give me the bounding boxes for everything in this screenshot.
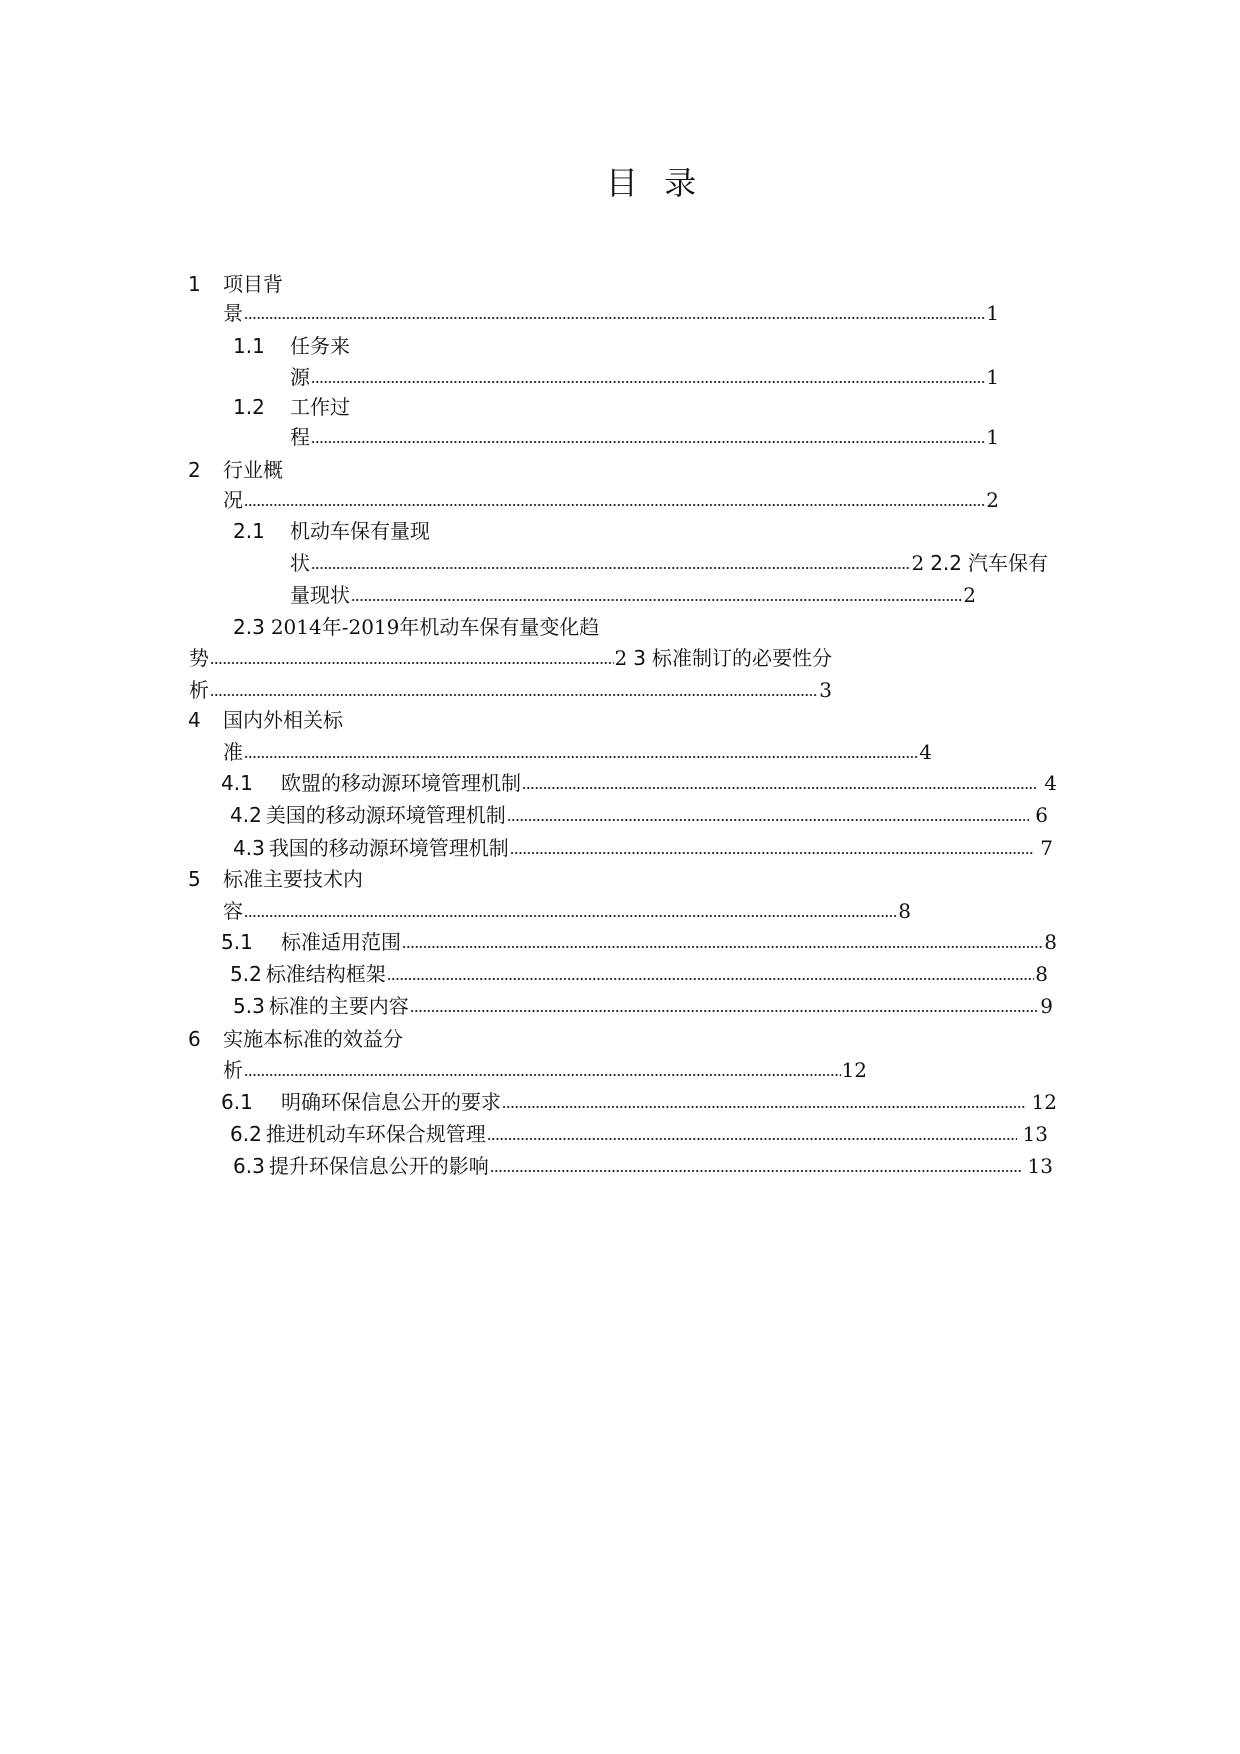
toc-title: 标准制订的必要性分 bbox=[652, 646, 832, 670]
toc-number: 2.1 bbox=[233, 519, 265, 543]
toc-entry-6[interactable] bbox=[188, 1026, 403, 1052]
toc-entry-5[interactable] bbox=[188, 866, 363, 892]
toc-page: 2 bbox=[963, 583, 976, 607]
toc-title: 容 bbox=[223, 899, 243, 923]
toc-page: 12 bbox=[1031, 1090, 1057, 1114]
toc-number: 6.3 bbox=[233, 1154, 265, 1178]
toc-title: 量现状 bbox=[290, 583, 350, 607]
toc-page: 8 bbox=[1035, 962, 1048, 986]
toc-page: 6 bbox=[1035, 803, 1048, 827]
toc-entry-3-cont[interactable] bbox=[189, 677, 832, 703]
toc-number: 2.3 bbox=[233, 615, 265, 639]
toc-entry-2-1[interactable] bbox=[233, 518, 430, 544]
dot-leader bbox=[244, 754, 918, 760]
toc-number: 3 bbox=[633, 646, 646, 670]
toc-number: 1 bbox=[188, 272, 201, 296]
toc-number: 5 bbox=[188, 867, 201, 891]
toc-title: 实施本标准的效益分 bbox=[223, 1027, 403, 1051]
toc-entry-2-2-cont[interactable] bbox=[290, 582, 976, 608]
toc-title: 状 bbox=[290, 551, 310, 575]
toc-page: 13 bbox=[1027, 1154, 1053, 1178]
toc-title: 标准结构框架 bbox=[265, 962, 386, 986]
toc-number: 4.2 bbox=[230, 803, 262, 827]
toc-title: 析 bbox=[189, 678, 209, 702]
toc-title: 我国的移动源环境管理机制 bbox=[268, 836, 509, 860]
toc-entry-1-1[interactable] bbox=[233, 333, 350, 359]
dot-leader bbox=[311, 439, 985, 445]
toc-number: 5.2 bbox=[230, 962, 262, 986]
toc-number: 2.2 bbox=[930, 551, 962, 575]
toc-entry-5-2[interactable] bbox=[230, 961, 1048, 987]
toc-entry-1[interactable] bbox=[188, 271, 283, 297]
toc-title: 项目背 bbox=[223, 272, 283, 296]
toc-number: 1.2 bbox=[233, 395, 265, 419]
dot-leader bbox=[244, 913, 897, 919]
page-title: 目 录 bbox=[605, 164, 705, 202]
toc-title: 况 bbox=[223, 488, 243, 512]
toc-title: 推进机动车环保合规管理 bbox=[265, 1122, 486, 1146]
toc-title: 工作过 bbox=[290, 395, 350, 419]
toc-page: 9 bbox=[1040, 994, 1053, 1018]
dot-leader bbox=[507, 817, 1029, 823]
toc-title: 2014年-2019年机动车保有量变化趋 bbox=[270, 615, 600, 639]
toc-entry-6-1[interactable] bbox=[221, 1089, 1057, 1115]
toc-page: 2 bbox=[986, 488, 999, 512]
toc-entry-2-cont[interactable] bbox=[223, 487, 999, 513]
toc-entry-2-3[interactable] bbox=[233, 614, 599, 640]
dot-leader bbox=[487, 1136, 1017, 1142]
toc-number: 4 bbox=[188, 708, 201, 732]
dot-leader bbox=[311, 565, 910, 571]
toc-title: 程 bbox=[290, 425, 310, 449]
toc-title: 汽车保有 bbox=[968, 551, 1048, 575]
toc-page: 7 bbox=[1040, 836, 1053, 860]
toc-number: 1.1 bbox=[233, 334, 265, 358]
toc-number: 5.1 bbox=[221, 930, 253, 954]
toc-number: 6 bbox=[188, 1027, 201, 1051]
toc-entry-4-3[interactable] bbox=[233, 835, 1053, 861]
toc-entry-6-cont[interactable] bbox=[223, 1057, 867, 1083]
toc-page: 13 bbox=[1022, 1122, 1048, 1146]
toc-number: 4.3 bbox=[233, 836, 265, 860]
toc-entry-6-3[interactable] bbox=[233, 1153, 1053, 1179]
toc-entry-1-2[interactable] bbox=[233, 394, 350, 420]
toc-page: 2 bbox=[911, 551, 925, 575]
toc-entry-4-cont[interactable] bbox=[223, 739, 932, 765]
dot-leader bbox=[387, 976, 1034, 982]
dot-leader bbox=[244, 315, 985, 321]
toc-title: 欧盟的移动源环境管理机制 bbox=[281, 771, 521, 795]
dot-leader bbox=[244, 1072, 841, 1078]
toc-page: 4 bbox=[919, 740, 932, 764]
toc-number: 5.3 bbox=[233, 994, 265, 1018]
dot-leader bbox=[490, 1168, 1022, 1174]
dot-leader bbox=[402, 944, 1043, 950]
dot-leader bbox=[410, 1008, 1039, 1014]
dot-leader bbox=[502, 1104, 1026, 1110]
toc-number: 6.2 bbox=[230, 1122, 262, 1146]
toc-title: 机动车保有量现 bbox=[290, 519, 430, 543]
toc-page: 12 bbox=[841, 1058, 867, 1082]
toc-number: 4.1 bbox=[221, 771, 253, 795]
toc-title: 国内外相关标 bbox=[223, 708, 343, 732]
toc-title: 析 bbox=[223, 1058, 243, 1082]
toc-entry-4[interactable] bbox=[188, 707, 343, 733]
toc-entry-2[interactable] bbox=[188, 457, 283, 483]
toc-title: 明确环保信息公开的要求 bbox=[281, 1090, 501, 1114]
toc-title: 行业概 bbox=[223, 458, 283, 482]
toc-page: 8 bbox=[898, 899, 911, 923]
toc-title: 标准的主要内容 bbox=[268, 994, 409, 1018]
toc-page: 8 bbox=[1044, 930, 1057, 954]
toc-title: 准 bbox=[223, 740, 243, 764]
toc-page: 2 bbox=[614, 646, 628, 670]
toc-page: 1 bbox=[986, 365, 999, 389]
toc-title: 美国的移动源环境管理机制 bbox=[265, 803, 506, 827]
dot-leader bbox=[510, 850, 1034, 856]
toc-title: 源 bbox=[290, 365, 310, 389]
dot-leader bbox=[210, 692, 818, 698]
toc-entry-6-2[interactable] bbox=[230, 1121, 1048, 1147]
toc-entry-2-1-cont[interactable] bbox=[290, 550, 1048, 576]
toc-page: 1 bbox=[986, 425, 999, 449]
toc-entry-4-1[interactable] bbox=[221, 770, 1057, 796]
dot-leader bbox=[522, 785, 1038, 791]
toc-number: 6.1 bbox=[221, 1090, 253, 1114]
toc-number: 2 bbox=[188, 458, 201, 482]
toc-entry-2-3-cont[interactable] bbox=[189, 645, 832, 671]
toc-entry-4-2[interactable] bbox=[230, 802, 1048, 828]
dot-leader bbox=[210, 660, 614, 666]
toc-entry-5-cont[interactable] bbox=[223, 898, 911, 924]
toc-title: 势 bbox=[189, 646, 209, 670]
toc-title: 景 bbox=[223, 301, 243, 325]
toc-title: 标准主要技术内 bbox=[223, 867, 363, 891]
toc-title: 标准适用范围 bbox=[281, 930, 401, 954]
toc-entry-1-2-cont[interactable] bbox=[290, 424, 999, 450]
toc-entry-1-cont[interactable] bbox=[223, 300, 999, 326]
toc-title: 任务来 bbox=[290, 334, 350, 358]
toc-page: 1 bbox=[986, 301, 999, 325]
dot-leader bbox=[244, 502, 985, 508]
dot-leader bbox=[311, 379, 985, 385]
toc-entry-5-3[interactable] bbox=[233, 993, 1053, 1019]
toc-page: 4 bbox=[1044, 771, 1057, 795]
toc-entry-5-1[interactable] bbox=[221, 929, 1057, 955]
toc-entry-1-1-cont[interactable] bbox=[290, 364, 999, 390]
toc-page: 3 bbox=[819, 678, 832, 702]
dot-leader bbox=[351, 597, 962, 603]
toc-title: 提升环保信息公开的影响 bbox=[268, 1154, 489, 1178]
